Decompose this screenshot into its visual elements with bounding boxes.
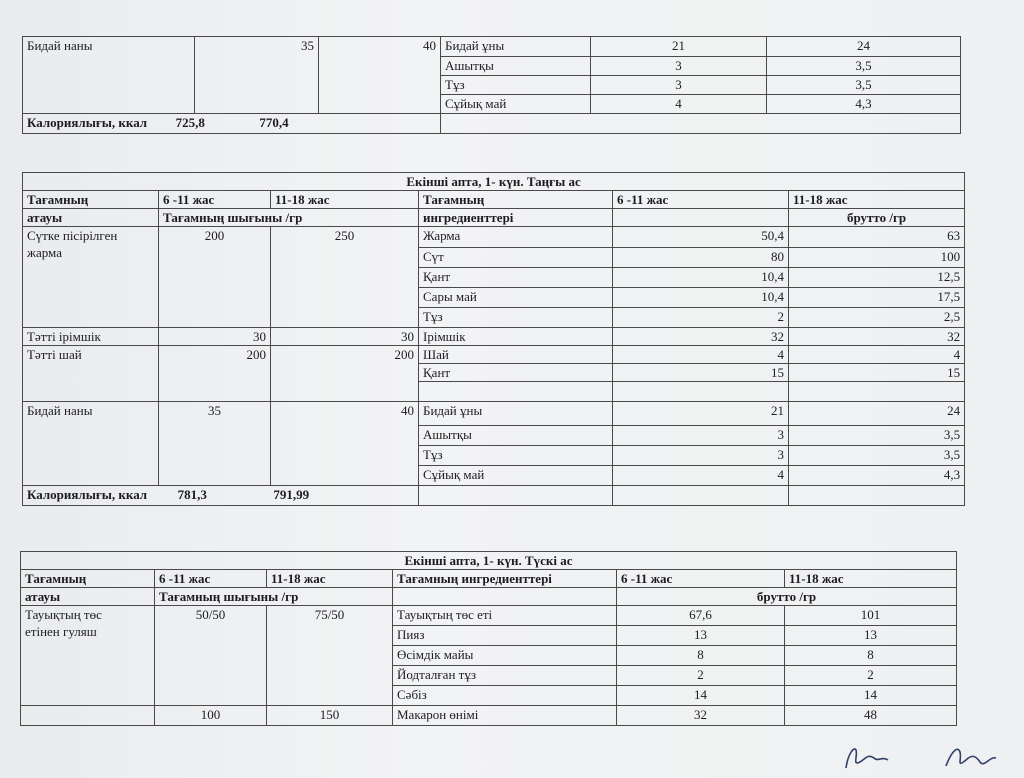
ingredient-name: Бидай ұны	[419, 402, 613, 426]
qty-11-18-cell: 40	[319, 37, 441, 114]
ingredient-name: Жарма	[419, 227, 613, 248]
qty-6-11-cell: 200	[159, 227, 271, 328]
header-ing-age-6-11: 6 -11 жас	[613, 191, 789, 209]
ingredient-v6: 32	[617, 706, 785, 726]
table-bread-continued	[22, 36, 961, 134]
header-food-2: атауы	[23, 209, 159, 227]
food-name-cell	[21, 606, 155, 706]
ingredient-v6: 8	[617, 646, 785, 666]
header-age-6-11: 6 -11 жас	[159, 191, 271, 209]
ingredient-name: Сұйық май	[441, 95, 591, 114]
ingredient-v11: 24	[789, 402, 965, 426]
qty-6-11-cell: 100	[155, 706, 267, 726]
ingredient-v6: 4	[591, 95, 767, 114]
lunch-title: Екінші апта, 1- күн. Түскі ас	[21, 552, 957, 570]
ingredient-v6: 50,4	[613, 227, 789, 248]
qty-6-11-cell: 35	[195, 37, 319, 114]
ingredient-name: Қант	[419, 268, 613, 288]
ingredient-v6: 21	[591, 37, 767, 57]
header-age-6-11: 6 -11 жас	[155, 570, 267, 588]
breakfast-title: Екінші апта, 1- күн. Таңғы ас	[23, 173, 965, 191]
ingredient-v11: 12,5	[789, 268, 965, 288]
ingredient-name: Пияз	[393, 626, 617, 646]
header-food-2: атауы	[21, 588, 155, 606]
table-lunch	[20, 551, 957, 726]
signature-marks	[834, 736, 1004, 776]
ingredient-v11: 100	[789, 248, 965, 268]
ingredient-v11: 24	[767, 37, 961, 57]
ingredient-v11: 4,3	[767, 95, 961, 114]
header-ingredients-2: ингредиенттері	[419, 209, 613, 227]
food-name-cell: Бидай наны	[23, 402, 159, 486]
ingredient-v11: 3,5	[789, 426, 965, 446]
ingredient-v6: 4	[613, 466, 789, 486]
ingredient-v6: 4	[613, 346, 789, 364]
header-ing-age-6-11: 6 -11 жас	[617, 570, 785, 588]
ingredient-v6: 10,4	[613, 288, 789, 308]
calorie-6-11: 781,3	[177, 487, 207, 502]
header-output: Тағамның шығыны /гр	[159, 209, 419, 227]
ingredient-v6: 3	[591, 76, 767, 95]
food-name-cell: Тәтті ірімшік	[23, 328, 159, 346]
food-name-line2: жарма	[27, 245, 62, 260]
ingredient-name: Тұз	[441, 76, 591, 95]
header-brutto: брутто /гр	[789, 209, 965, 227]
ingredient-v6: 3	[613, 446, 789, 466]
ingredient-v11: 14	[785, 686, 957, 706]
ingredient-v11: 4	[789, 346, 965, 364]
qty-6-11-cell: 30	[159, 328, 271, 346]
calorie-row	[23, 114, 441, 134]
ingredient-v11: 3,5	[767, 76, 961, 95]
ingredient-v6: 15	[613, 364, 789, 382]
calorie-11-18: 791,99	[273, 487, 310, 502]
ingredient-name: Тұз	[419, 308, 613, 328]
qty-6-11-cell: 200	[159, 346, 271, 402]
signature-2	[946, 749, 996, 766]
food-name-cell: Тәтті шай	[23, 346, 159, 402]
ingredient-v6: 3	[613, 426, 789, 446]
ingredient-v11: 2	[785, 666, 957, 686]
food-name-line1: Сүтке пісірілген	[27, 228, 118, 243]
ingredient-v11: 63	[789, 227, 965, 248]
ingredient-name: Йодталған тұз	[393, 666, 617, 686]
ingredient-name: Сұйық май	[419, 466, 613, 486]
ingredient-name: Сүт	[419, 248, 613, 268]
food-name-line2: етінен гуляш	[25, 624, 97, 639]
ingredient-name: Ашытқы	[441, 57, 591, 76]
table-breakfast	[22, 172, 965, 506]
ingredient-v11: 3,5	[789, 446, 965, 466]
ingredient-v11: 13	[785, 626, 957, 646]
qty-11-18-cell: 40	[271, 402, 419, 486]
header-food-1: Тағамның	[23, 191, 159, 209]
ingredient-v11: 8	[785, 646, 957, 666]
header-ingredients-1: Тағамның	[419, 191, 613, 209]
header-age-11-18: 11-18 жас	[271, 191, 419, 209]
calorie-6-11: 725,8	[175, 115, 205, 130]
ingredient-v6: 13	[617, 626, 785, 646]
signature-1	[846, 749, 888, 768]
ingredient-name: Сәбіз	[393, 686, 617, 706]
ingredient-name: Сары май	[419, 288, 613, 308]
ingredient-v6: 3	[591, 57, 767, 76]
ingredient-name: Шай	[419, 346, 613, 364]
qty-6-11-cell: 50/50	[155, 606, 267, 706]
ingredient-name: Макарон өнімі	[393, 706, 617, 726]
ingredient-v11: 15	[789, 364, 965, 382]
ingredient-name: Ірімшік	[419, 328, 613, 346]
food-name-cell	[23, 227, 159, 328]
qty-11-18-cell: 150	[267, 706, 393, 726]
ingredient-v6: 80	[613, 248, 789, 268]
ingredient-v11: 4,3	[789, 466, 965, 486]
calorie-label: Калориялығы, ккал	[27, 115, 148, 130]
ingredient-v6: 10,4	[613, 268, 789, 288]
ingredient-name: Өсімдік майы	[393, 646, 617, 666]
ingredient-v11: 32	[789, 328, 965, 346]
calorie-11-18: 770,4	[259, 115, 289, 130]
ingredient-v11: 3,5	[767, 57, 961, 76]
ingredient-v11: 17,5	[789, 288, 965, 308]
ingredient-v6: 67,6	[617, 606, 785, 626]
ingredient-v6: 21	[613, 402, 789, 426]
header-output: Тағамның шығыны /гр	[155, 588, 393, 606]
qty-11-18-cell: 200	[271, 346, 419, 402]
ingredient-v6: 2	[613, 308, 789, 328]
header-ing-age-11-18: 11-18 жас	[789, 191, 965, 209]
food-name-cell: Бидай наны	[23, 37, 195, 114]
header-brutto: брутто /гр	[617, 588, 957, 606]
ingredient-name: Тұз	[419, 446, 613, 466]
ingredient-v11: 2,5	[789, 308, 965, 328]
qty-11-18-cell: 250	[271, 227, 419, 328]
ingredient-v11: 48	[785, 706, 957, 726]
ingredient-v6: 14	[617, 686, 785, 706]
qty-11-18-cell: 30	[271, 328, 419, 346]
food-name-line1: Тауықтың төс	[25, 607, 102, 622]
calorie-label: Калориялығы, ккал	[27, 487, 148, 502]
qty-6-11-cell: 35	[159, 402, 271, 486]
ingredient-name: Тауықтың төс еті	[393, 606, 617, 626]
ingredient-name: Қант	[419, 364, 613, 382]
ingredient-v6: 2	[617, 666, 785, 686]
ingredient-name: Ашытқы	[419, 426, 613, 446]
qty-11-18-cell: 75/50	[267, 606, 393, 706]
header-ingredients: Тағамның ингредиенттері	[393, 570, 617, 588]
header-food-1: Тағамның	[21, 570, 155, 588]
calorie-row	[23, 486, 419, 506]
header-ing-age-11-18: 11-18 жас	[785, 570, 957, 588]
ingredient-v11: 101	[785, 606, 957, 626]
ingredient-v6: 32	[613, 328, 789, 346]
header-age-11-18: 11-18 жас	[267, 570, 393, 588]
ingredient-name: Бидай ұны	[441, 37, 591, 57]
